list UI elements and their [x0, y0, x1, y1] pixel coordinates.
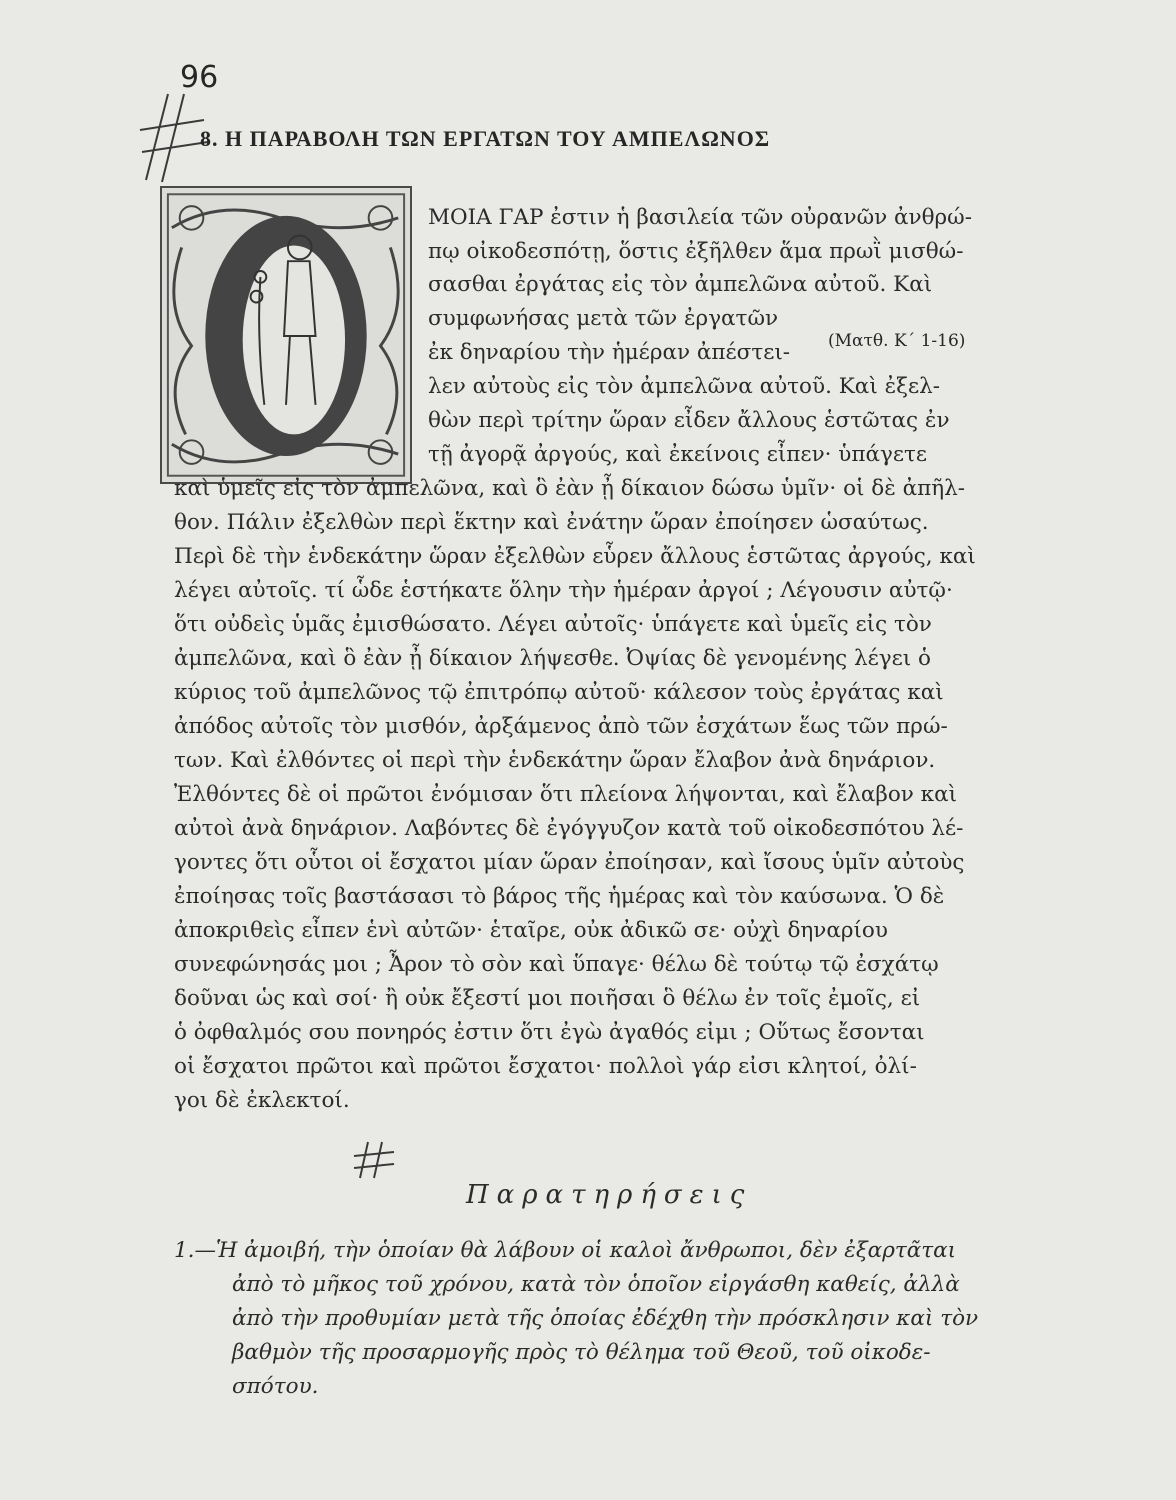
text-line: πῳ οἰκοδεσπότῃ, ὅστις ἐξῆλθεν ἅμα πρωῒ μισθώ- — [428, 239, 964, 264]
text-line: οἱ ἔσχατοι πρῶτοι καὶ πρῶτοι ἔσχατοι· πολλοὶ γάρ εἰσι κλητοί, ὀλί- — [174, 1054, 917, 1079]
text-line: καὶ ὑμεῖς εἰς τὸν ἀμπελῶνα, καὶ ὃ ἐὰν ᾖ δίκαιον δώσω ὑμῖν· οἱ δὲ ἀπῆλ- — [174, 476, 966, 501]
text-line: ΜΟΙΑ ΓΑΡ ἐστιν ἡ βασιλεία τῶν οὐρανῶν ἀνθρώ- — [428, 205, 972, 230]
text-line: λέγει αὐτοῖς. τί ὧδε ἑστήκατε ὅλην τὴν ἡμέραν ἀργοί ; Λέγουσιν αὐτῷ· — [174, 578, 953, 603]
text-line: θὼν περὶ τρίτην ὥραν εἶδεν ἄλλους ἑστῶτας ἐν — [428, 408, 950, 433]
handwritten-end-mark — [352, 1140, 396, 1180]
text-line: συμφωνήσας μετὰ τῶν ἐργατῶν — [428, 306, 779, 331]
text-line: θον. Πάλιν ἐξελθὼν περὶ ἕκτην καὶ ἐνάτην ὥραν ἐποίησεν ὡσαύτως. — [174, 510, 929, 535]
page-number: 96 — [180, 60, 219, 95]
ornament-vines-illustration — [162, 188, 410, 482]
text-line: γοι δὲ ἐκλεκτοί. — [174, 1088, 350, 1113]
text-line: κύριος τοῦ ἀμπελῶνος τῷ ἐπιτρόπῳ αὐτοῦ· κάλεσον τοὺς ἐργάτας καὶ — [174, 680, 944, 705]
text-line: Ἐλθόντες δὲ οἱ πρῶτοι ἐνόμισαν ὅτι πλείονα λήψονται, καὶ ἔλαβον καὶ — [174, 782, 958, 807]
text-line: ἀποκριθεὶς εἶπεν ἑνὶ αὐτῶν· ἑταῖρε, οὐκ ἀδικῶ σε· οὐχὶ δηναρίου — [174, 918, 888, 943]
scripture-reference: (Ματθ. Κ΄ 1-16) — [828, 331, 966, 351]
text-line: ὁ ὀφθαλμός σου πονηρός ἐστιν ὅτι ἐγὼ ἀγαθός εἰμι ; Οὕτως ἔσονται — [174, 1020, 925, 1045]
text-line: ἐποίησας τοῖς βαστάσασι τὸ βάρος τῆς ἡμέρας καὶ τὸν καύσωνα. Ὁ δὲ — [174, 884, 945, 909]
decorated-initial — [160, 186, 412, 484]
text-line: δοῦναι ὡς καὶ σοί· ἢ οὐκ ἔξεστί μοι ποιῆσαι ὃ θέλω ἐν τοῖς ἐμοῖς, εἰ — [174, 986, 921, 1011]
text-line: ἀμπελῶνα, καὶ ὃ ἐὰν ᾖ δίκαιον λήψεσθε. Ὀψίας δὲ γενομένης λέγει ὁ — [174, 646, 931, 671]
text-line: τῇ ἀγορᾷ ἀργούς, καὶ ἐκείνοις εἶπεν· ὑπάγετε — [428, 442, 928, 467]
text-line: ἐκ δηναρίου τὴν ἡμέραν ἀπέστει- — [428, 340, 791, 365]
text-line: συνεφώνησάς μοι ; Ἆρον τὸ σὸν καὶ ὕπαγε· θέλω δὲ τούτῳ τῷ ἐσχάτῳ — [174, 952, 939, 977]
note-line: σπότου. — [232, 1374, 319, 1399]
text-line: αὐτοὶ ἀνὰ δηνάριον. Λαβόντες δὲ ἐγόγγυζον κατὰ τοῦ οἰκοδεσπότου λέ- — [174, 816, 964, 841]
text-line: λεν αὐτοὺς εἰς τὸν ἀμπελῶνα αὐτοῦ. Καὶ ἐξελ- — [428, 374, 940, 399]
text-line: ἀπόδος αὐτοῖς τὸν μισθόν, ἀρξάμενος ἀπὸ τῶν ἐσχάτων ἕως τῶν πρώ- — [174, 714, 948, 739]
text-line: των. Καὶ ἐλθόντες οἱ περὶ τὴν ἑνδεκάτην ὥραν ἔλαβον ἀνὰ δηνάριον. — [174, 748, 936, 773]
notes-title: Παρατηρήσεις — [466, 1180, 753, 1210]
note-line: ἀπὸ τὴν προθυμίαν μετὰ τῆς ὁποίας ἐδέχθη τὴν πρόσκλησιν καὶ τὸν — [232, 1306, 979, 1331]
text-line: σασθαι ἐργάτας εἰς τὸν ἀμπελῶνα αὐτοῦ. Καὶ — [428, 272, 933, 297]
section-heading: 8. Η ΠΑΡΑΒΟΛΗ ΤΩΝ ΕΡΓΑΤΩΝ ΤΟΥ ΑΜΠΕΛΩΝΟΣ — [200, 126, 771, 151]
text-line: ὅτι οὐδεὶς ὑμᾶς ἐμισθώσατο. Λέγει αὐτοῖς· ὑπάγετε καὶ ὑμεῖς εἰς τὸν — [174, 612, 932, 637]
note-line: 1.—Ἡ ἀμοιβή, τὴν ὁποίαν θὰ λάβουν οἱ καλοὶ ἄνθρωποι, δὲν ἐξαρτᾶται — [174, 1238, 957, 1263]
note-line: ἀπὸ τὸ μῆκος τοῦ χρόνου, κατὰ τὸν ὁποῖον εἰργάσθη καθείς, ἀλλὰ — [232, 1272, 960, 1297]
note-line: βαθμὸν τῆς προσαρμογῆς πρὸς τὸ θέλημα τοῦ Θεοῦ, τοῦ οἰκοδε- — [232, 1340, 931, 1365]
text-line: Περὶ δὲ τὴν ἑνδεκάτην ὥραν ἐξελθὼν εὗρεν ἄλλους ἑστῶτας ἀργούς, καὶ — [174, 544, 976, 569]
text-line: γοντες ὅτι οὗτοι οἱ ἔσχατοι μίαν ὥραν ἐποίησαν, καὶ ἴσους ὑμῖν αὐτοὺς — [174, 850, 965, 875]
